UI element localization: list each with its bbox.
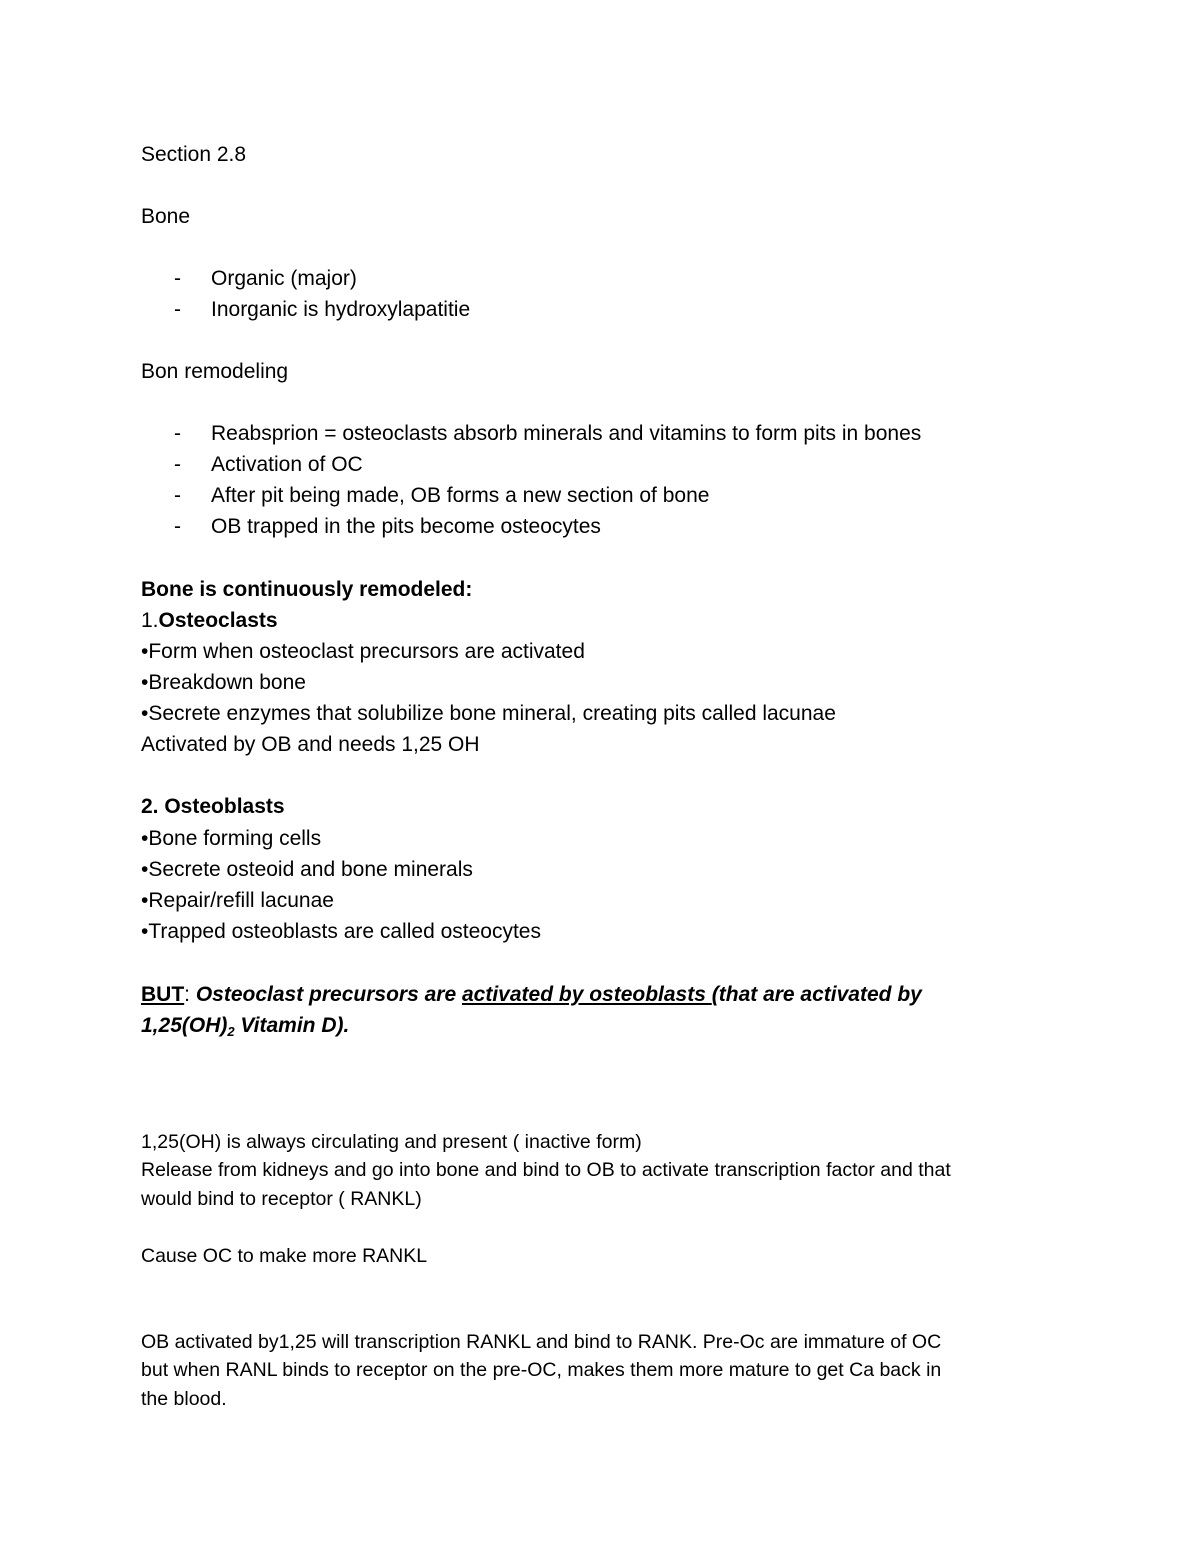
document-page: Section 2.8 Bone - Organic (major) - Inorganic is hydroxylapatitie Bon remodeling - Reabsprion = osteoclasts absorb minerals and vitamins to form pits in bones - Activation of OC - After pit being made, OB forms a new section of bone - OB trapped in the pits become osteocytes Bone is continuously remodeled: 1.Osteoclasts •Form when osteoclast precursors are activated •Breakdown bone •Secrete enzymes that solubilize bone mineral, creating pits called lacunae Activated by OB and needs 1,25 OH 2. Osteoblasts •Bone forming cells •Secrete osteoid and bone minerals •Repair/refill lacunae •Trapped osteoblasts are called osteocytes BUT: Osteoclast precursors are activated by osteoblasts (that are activated by $1,25(OH)_2$ Vitamin D). 1,25(OH) is always circulating and present ( inactive form) Release from kidneys and go into bone and bind to OB to activate transcription factor and that would bind to receptor ( RANKL) Cause OC to make more RANKL OB activated by1,25 will transcription RANKL and bind to RANK. Pre-Oc are immature of OC but when RANL binds to receptor on the pre-OC, makes them more mature to get Ca back in the blood. — [141, 143, 951, 1410]
osteoblast-bullet: •Repair/refill lacunae — [141, 889, 334, 912]
bone-heading: Bone — [141, 205, 191, 228]
osteoclast-bullet: •Breakdown bone — [141, 671, 306, 694]
osteoclast-bullet: •Form when osteoclast precursors are activated — [141, 640, 585, 663]
osteoclast-bullet: •Secrete enzymes that solubilize bone mineral, creating pits called lacunae — [141, 702, 836, 725]
osteoclasts-heading: 1.Osteoclasts — [141, 609, 278, 632]
continuous-heading: Bone is continuously remodeled: — [141, 578, 473, 601]
osteoblast-bullet: •Secrete osteoid and bone minerals — [141, 858, 473, 881]
note-line: Release from kidneys and go into bone and bind to OB to activate transcription factor and that — [141, 1159, 951, 1181]
note-line: the blood. — [141, 1388, 227, 1410]
remodeling-heading: Bon remodeling — [141, 360, 289, 383]
note-line: would bind to receptor ( RANKL) — [141, 1188, 422, 1210]
but-statement-line1: BUT: Osteoclast precursors are activated by osteoblasts (that are activated by — [141, 983, 922, 1006]
osteoclast-note: Activated by OB and needs 1,25 OH — [141, 733, 480, 756]
note-line: OB activated by1,25 will transcription RANKL and bind to RANK. Pre-Oc are immature of OC — [141, 1331, 942, 1353]
note-line: 1,25(OH) is always circulating and present ( inactive form) — [141, 1131, 642, 1153]
osteoblast-bullet: •Bone forming cells — [141, 827, 322, 850]
osteoblasts-heading: 2. Osteoblasts — [141, 795, 285, 818]
note-line: Cause OC to make more RANKL — [141, 1245, 428, 1267]
but-statement-line2: $1,25(OH)_2$ Vitamin D). — [141, 1014, 350, 1039]
section-title: Section 2.8 — [141, 143, 247, 166]
note-line: but when RANL binds to receptor on the pre-OC, makes them more mature to get Ca back in — [141, 1359, 942, 1381]
osteoblast-bullet: •Trapped osteoblasts are called osteocytes — [141, 920, 541, 943]
